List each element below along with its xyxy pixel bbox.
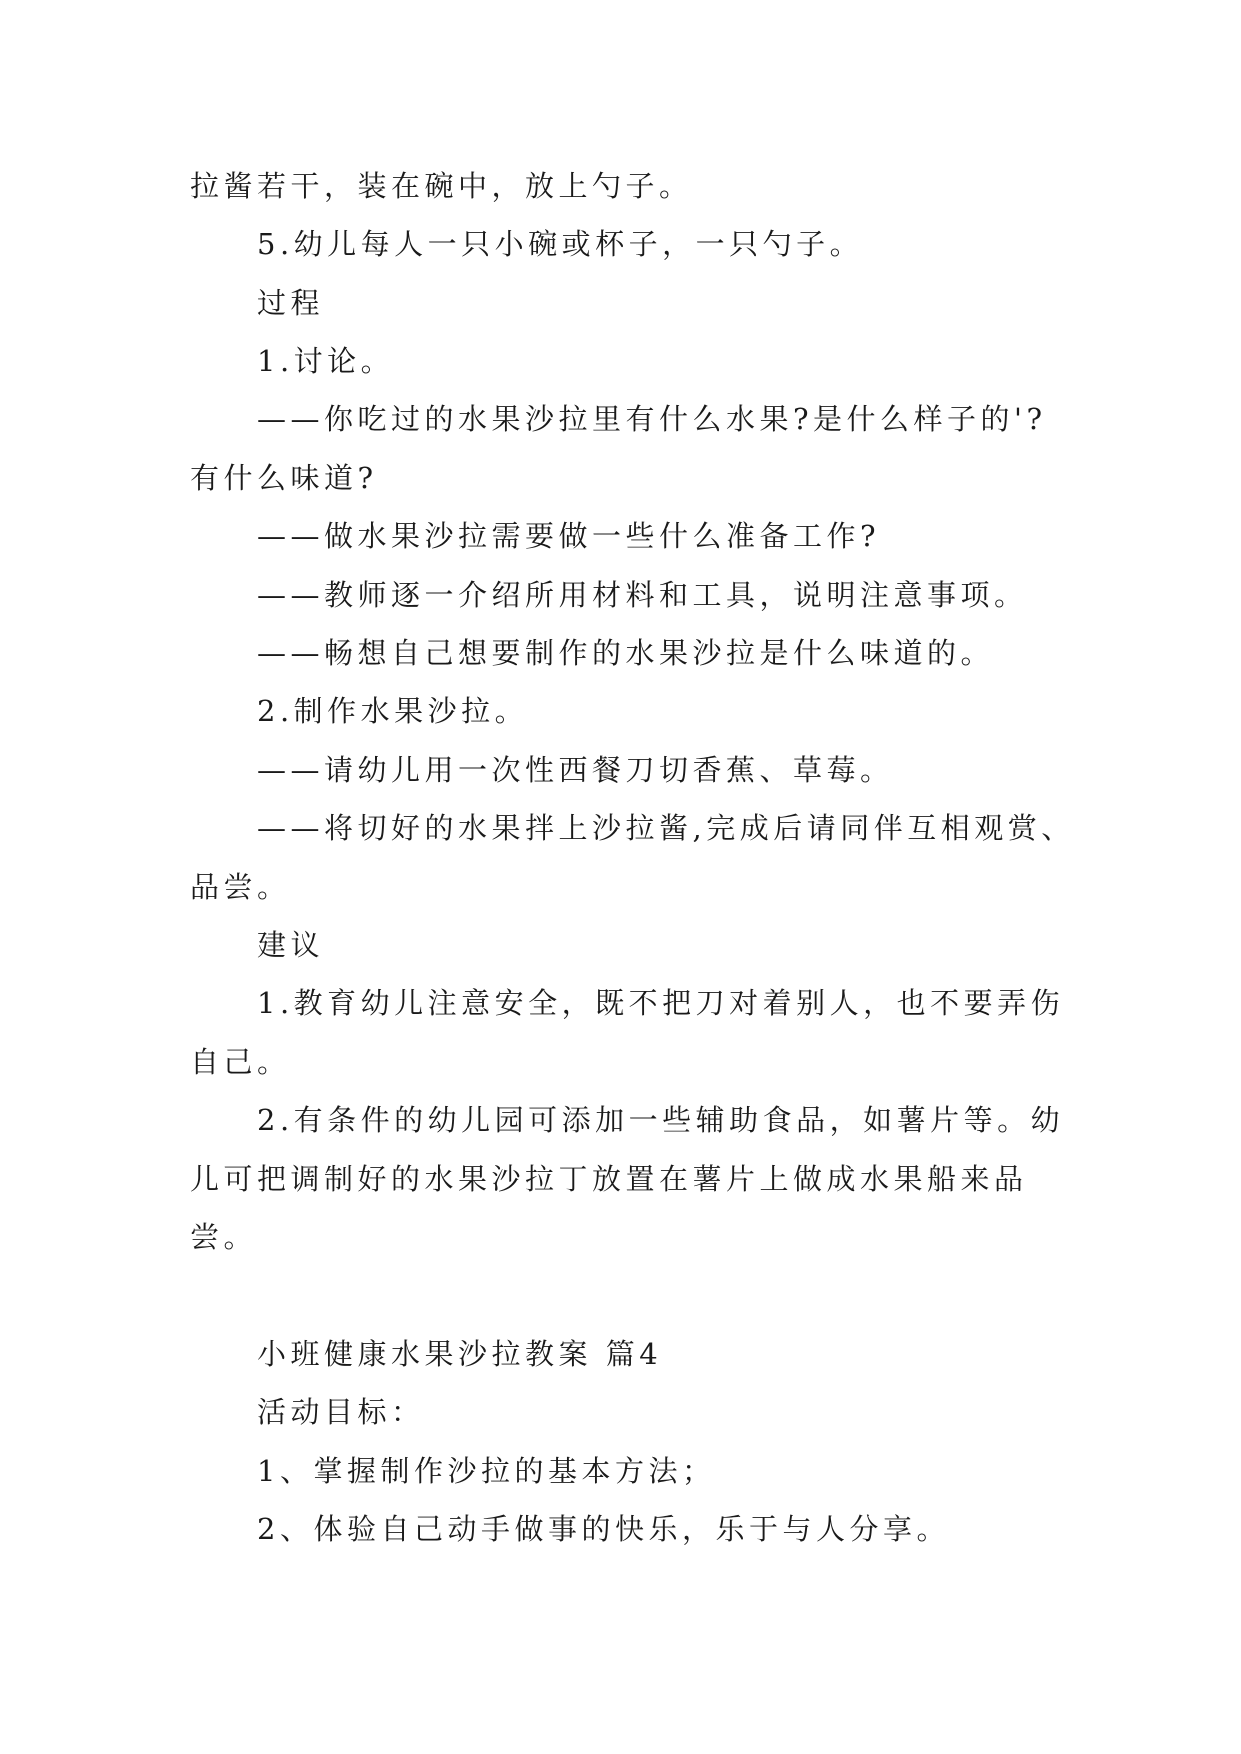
text-line: ——教师逐一介绍所用材料和工具，说明注意事项。 [257,578,1028,612]
text-line: 5.幼儿每人一只小碗或杯子，一只勺子。 [257,227,864,261]
text-line: 拉酱若干，装在碗中，放上勺子。 [190,169,693,203]
text-line: ——畅想自己想要制作的水果沙拉是什么味道的。 [257,636,995,670]
text-line: 1、掌握制作沙拉的基本方法； [257,1454,716,1488]
section-heading: 活动目标： [257,1395,425,1429]
text-line: ——你吃过的水果沙拉里有什么水果?是什么样子的'? [257,402,1047,436]
text-line: 2、体验自己动手做事的快乐，乐于与人分享。 [257,1512,950,1546]
lesson-title: 小班健康水果沙拉教案 篇4 [257,1337,663,1371]
text-line: 品尝。 [190,870,291,904]
section-heading: 过程 [257,286,325,320]
text-line: ——将切好的水果拌上沙拉酱,完成后请同伴互相观赏、 [257,811,1075,845]
text-line: 有什么味道? [190,461,378,495]
text-line: 儿可把调制好的水果沙拉丁放置在薯片上做成水果船来品 [190,1162,1028,1196]
text-line: 1.讨论。 [257,344,395,378]
text-line: ——请幼儿用一次性西餐刀切香蕉、草莓。 [257,753,894,787]
text-line: 2.有条件的幼儿园可添加一些辅助食品，如薯片等。幼 [257,1103,1065,1137]
text-line: 2.制作水果沙拉。 [257,694,529,728]
text-line: 尝。 [190,1220,258,1254]
text-line: 1.教育幼儿注意安全，既不把刀对着别人，也不要弄伤 [257,986,1065,1020]
section-heading: 建议 [257,928,325,962]
text-line: ——做水果沙拉需要做一些什么准备工作? [257,519,881,553]
text-line: 自己。 [190,1045,291,1079]
